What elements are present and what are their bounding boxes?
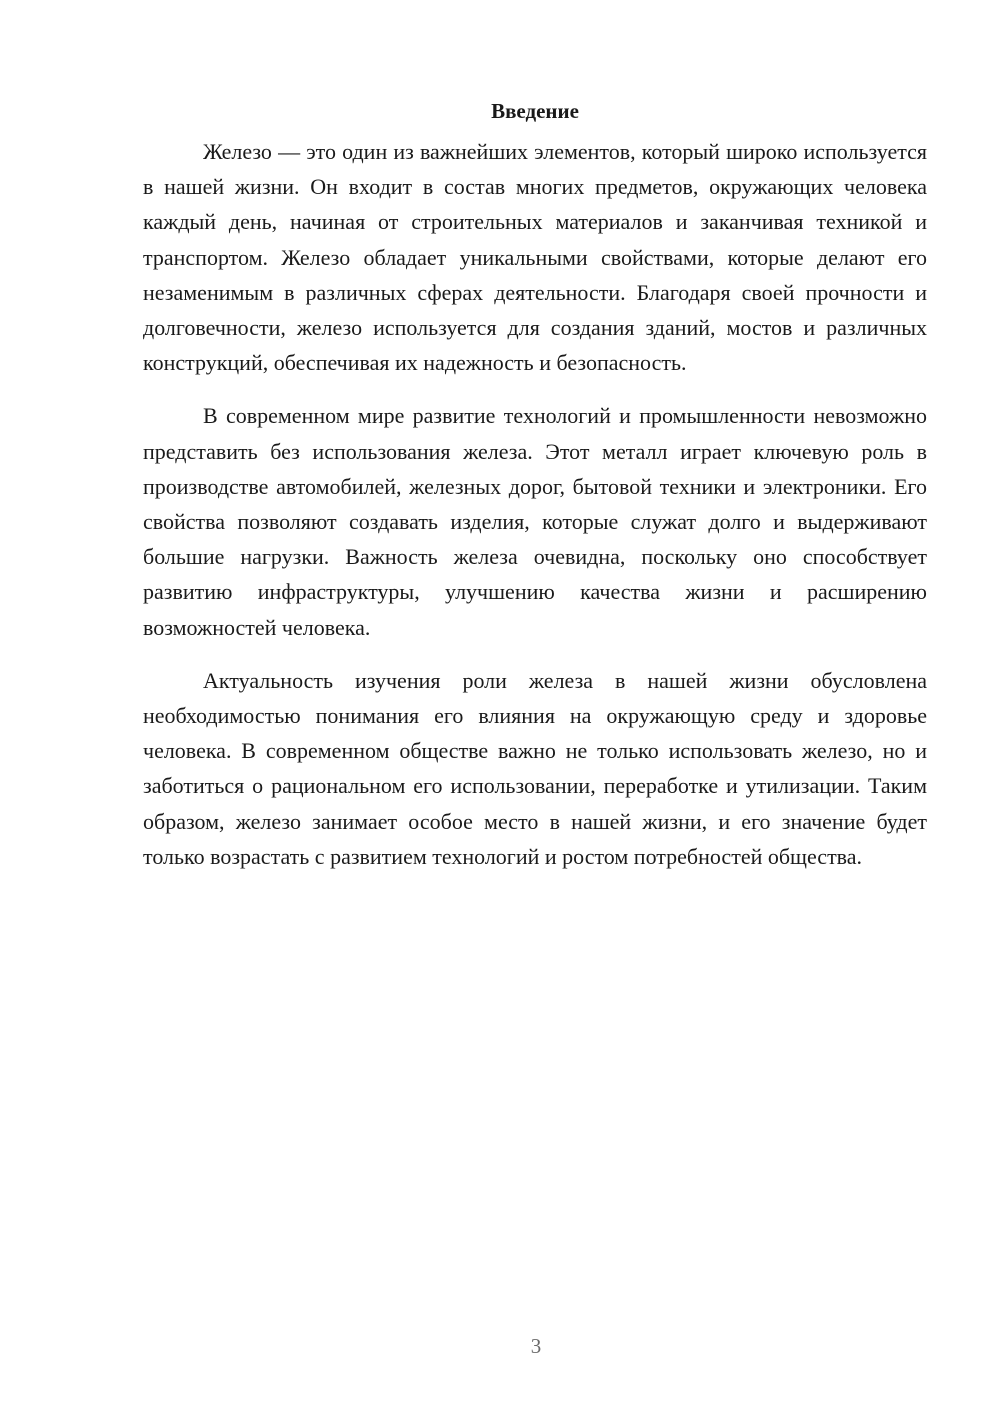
- paragraph-3: Актуальность изучения роли железа в нашей жизни обусловлена необходимостью понимания его влияния на окружающую среду и здоровье человека. В современном обществе важно не только использовать железо, но и заботиться о рациональном его использовании, переработке и утилизации. Таким образом, железо занимает особое место в нашей жизни, и его значение будет только возрастать с развитием технологий и ростом потребностей общества.: [143, 667, 927, 869]
- paragraph-2: В современном мире развитие технологий и промышленности невозможно представить без использования железа. Этот металл играет ключевую роль в производстве автомобилей, железных дорог, бытовой техники и электроники. Его свойства позволяют создавать изделия, которые служат долго и выдерживают большие нагрузки. Важность железа очевидна, поскольку оно способствует развитию инфраструктуры, улучшению качества жизни и расширению возможностей человека.: [143, 403, 927, 640]
- page-content: [143, 96, 927, 892]
- paragraph-1: Железо — это один из важнейших элементов, который широко используется в нашей жизни. Он входит в состав многих предметов, окружающих человека каждый день, начиная от строительных материалов и заканчивая техникой и транспортом. Железо обладает уникальными свойствами, которые делают его незаменимым в различных сферах деятельности. Благодаря своей прочности и долговечности, железо используется для создания зданий, мостов и различных конструкций, обеспечивая их надежность и безопасность.: [143, 139, 927, 376]
- page-number: 3: [530, 1334, 542, 1358]
- section-heading: Введение: [491, 99, 579, 123]
